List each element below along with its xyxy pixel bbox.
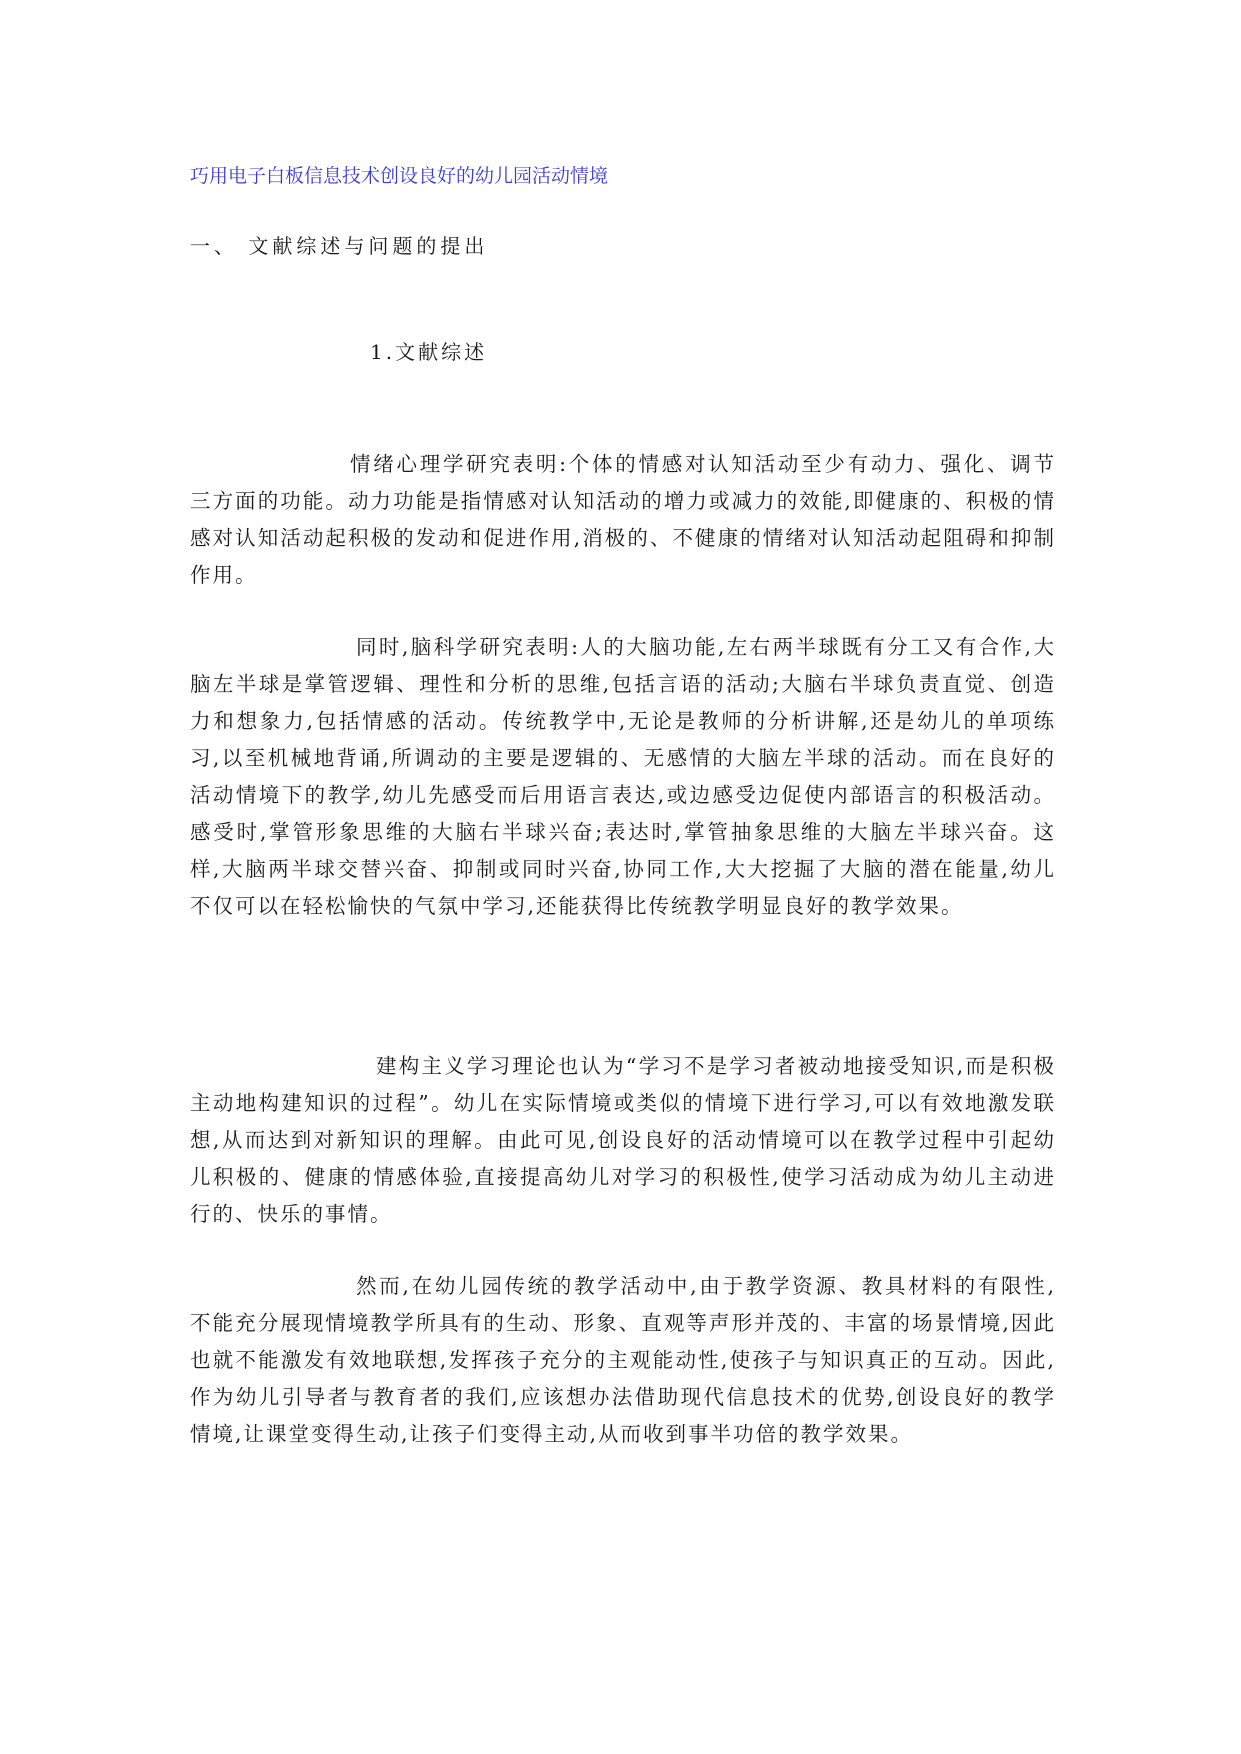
paragraph-constructivism: 建构主义学习理论也认为“学习不是学习者被动地接受知识,而是积极主动地构建知识的过程”。幼儿在实际情境或类似的情境下进行学习,可以有效地激发联想,从而达到对新知识的理解。由此可见,创设良好的活动情境可以在教学过程中引起幼儿积极的、健康的情感体验,直接提高幼儿对学习的积极性,使学习活动成为幼儿主动进行的、快乐的事情。 (190, 1054, 1056, 1226)
section-heading: 一、 文献综述与问题的提出 (190, 234, 489, 258)
paragraph-brain-science: 同时,脑科学研究表明:人的大脑功能,左右两半球既有分工又有合作,大脑左半球是掌管逻辑、理性和分析的思维,包括言语的活动;大脑右半球负责直觉、创造力和想象力,包括情感的活动。传统教学中,无论是教师的分析讲解,还是幼儿的单项练习,以至机械地背诵,所调动的主要是逻辑的、无感情的大脑左半球的活动。而在良好的活动情境下的教学,幼儿先感受而后用语言表达,或边感受边促使内部语言的积极活动。感受时,掌管形象思维的大脑右半球兴奋;表达时,掌管抽象思维的大脑左半球兴奋。这样,大脑两半球交替兴奋、抑制或同时兴奋,协同工作,大大挖掘了大脑的潜在能量,幼儿不仅可以在轻松愉快的气氛中学习,还能获得比传统教学明显良好的教学效果。 (190, 635, 1056, 918)
document-title[interactable]: 巧用电子白板信息技术创设良好的幼儿园活动情境 (190, 165, 609, 187)
paragraph-emotion-psychology: 情绪心理学研究表明:个体的情感对认知活动至少有动力、强化、调节三方面的功能。动力功能是指情感对认知活动的增力或减力的效能,即健康的、积极的情感对认知活动起积极的发动和促进作用,消极的、不健康的情绪对认知活动起阻碍和抑制作用。 (190, 452, 1056, 587)
sub-heading: 1.文献综述 (370, 340, 488, 364)
paragraph-traditional-teaching: 然而,在幼儿园传统的教学活动中,由于教学资源、教具材料的有限性,不能充分展现情境教学所具有的生动、形象、直观等声形并茂的、丰富的场景情境,因此也就不能激发有效地联想,发挥孩子充分的主观能动性,使孩子与知识真正的互动。因此,作为幼儿引导者与教育者的我们,应该想办法借助现代信息技术的优势,创设良好的教学情境,让课堂变得生动,让孩子们变得主动,从而收到事半功倍的教学效果。 (190, 1274, 1056, 1446)
